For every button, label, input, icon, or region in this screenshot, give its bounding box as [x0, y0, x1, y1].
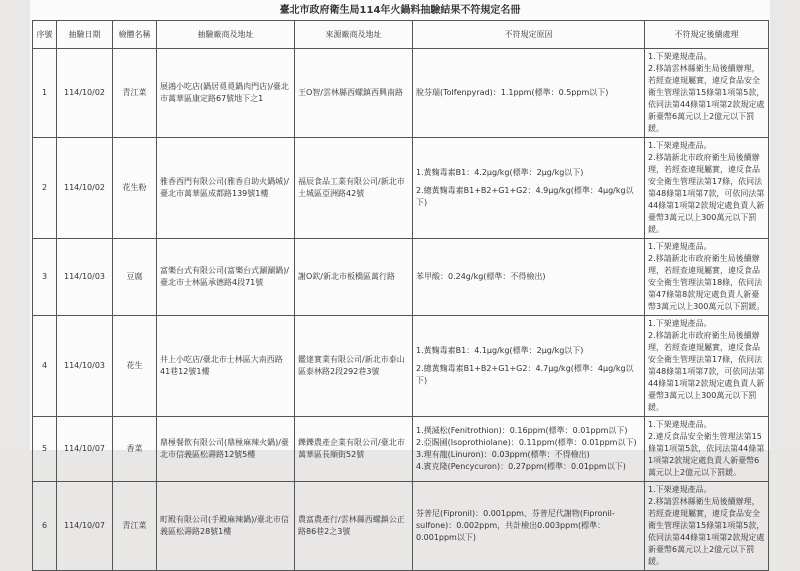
document-page — [30, 0, 770, 566]
row-vendor: 鼎極餐飲有限公司(鼎極麻辣火鍋)/臺北市信義區松壽路12號5樓 — [157, 417, 295, 482]
table-row — [33, 138, 769, 239]
action-line: 2.移請新北市政府衛生局後續辦理，若經查違規屬實，違反食品安全衛生管理法第17條，依同法第48條第1項第7款，可依同法第44條第1項第2款規定處負責人新臺幣3萬元以上300萬元以下罰鍰。 — [648, 331, 765, 412]
row-vendor: 展鴻小吃店(鍋居覓覓鍋肉門店)/臺北市萬華區康定路67號地下之1 — [157, 49, 295, 138]
row-item: 花生 — [113, 316, 157, 417]
row-vendor: 富樂台式有限公司(富樂台式涮涮鍋)/臺北市士林區承德路4段71號 — [157, 239, 295, 316]
action-line: 2.移請雲林縣衛生局後續辦理，若經查違規屬實，違反食品安全衛生管理法第15條第1項第5款，依同法第44條第1項第2款規定處新臺幣6萬元以上2億元以下罰鍰。 — [648, 497, 765, 566]
row-action — [645, 138, 769, 239]
row-source: 謝O欽/新北市板橋區萬行路 — [295, 239, 413, 316]
row-no: 3 — [33, 239, 57, 316]
action-line: 2.移請雲林縣衛生局後續辦理，若經查違規屬實，違反食品安全衛生管理法第15條第1項第5款，依同法第44條第1項第2款規定處新臺幣6萬元以上2億元以下罰鍰。 — [648, 64, 765, 133]
row-action — [645, 49, 769, 138]
reason-line: 2.總黃麴毒素B1+B2+G1+G2：4.7μg/kg(標準：4μg/kg以下) — [416, 364, 634, 385]
row-item: 花生粉 — [113, 138, 157, 239]
header-row — [33, 21, 769, 49]
action-line: 1.下架違規產品。 — [648, 319, 712, 328]
row-action — [645, 316, 769, 417]
reason-line: 1.黃麴毒素B1：4.2μg/kg(標準：2μg/kg以下) — [416, 168, 584, 177]
reason-line: 2.亞賜圃(Isoprothiolane)：0.11ppm(標準：0.01ppm以下) — [416, 438, 637, 447]
right-margin — [770, 0, 800, 450]
table-row — [33, 316, 769, 417]
row-action — [645, 239, 769, 316]
table-row — [33, 239, 769, 316]
header-reason: 不符規定原因 — [413, 21, 645, 49]
row-date: 114/10/03 — [57, 316, 113, 417]
row-source: 農富農產行/雲林縣西螺鎮公正路86巷2之3號 — [295, 482, 413, 571]
row-vendor: 雅香西門有限公司(雅香自助火鍋城)/臺北市萬華區成都路139號1樓 — [157, 138, 295, 239]
row-reason — [413, 482, 645, 571]
row-date: 114/10/02 — [57, 49, 113, 138]
row-item: 青江菜 — [113, 482, 157, 571]
row-source: 王O智/雲林縣西螺鎮西興南路 — [295, 49, 413, 138]
table-row — [33, 417, 769, 482]
header-source: 來源廠商及地址 — [295, 21, 413, 49]
row-action — [645, 482, 769, 571]
header-action: 不符規定後續處理 — [645, 21, 769, 49]
document-title: 臺北市政府衛生局114年火鍋料抽驗結果不符規定名冊 — [279, 5, 521, 16]
row-reason — [413, 417, 645, 482]
header-item: 檢體名稱 — [113, 21, 157, 49]
row-reason — [413, 49, 645, 138]
header-vendor: 抽驗廠商及地址 — [157, 21, 295, 49]
table-row — [33, 482, 769, 571]
row-vendor: 町殿有限公司(手殿麻辣鍋)/臺北市信義區松壽路28號1樓 — [157, 482, 295, 571]
row-item: 香菜 — [113, 417, 157, 482]
row-no: 1 — [33, 49, 57, 138]
row-date: 114/10/03 — [57, 239, 113, 316]
row-date: 114/10/07 — [57, 482, 113, 571]
action-line: 1.下架違規產品。 — [648, 485, 712, 494]
row-no: 4 — [33, 316, 57, 417]
row-source: 鑑達實業有限公司/新北市泰山區泰林路2段292巷3號 — [295, 316, 413, 417]
row-no: 6 — [33, 482, 57, 571]
reason-line: 芬普尼(Fipronil)：0.001ppm、芬普尼代謝物(Fipronil-sulfone)：0.002ppm，共計檢出0.003ppm(標準：0.001ppm以下) — [416, 509, 615, 542]
action-line: 2.違反食品安全衛生管理法第15條第1項第5款，依同法第44條第1項第2款規定處負責人新臺幣6萬元以上2億元以下罰鍰。 — [648, 432, 765, 477]
table-row — [33, 49, 769, 138]
row-no: 5 — [33, 417, 57, 482]
row-action — [645, 417, 769, 482]
row-item: 青江菜 — [113, 49, 157, 138]
row-no: 2 — [33, 138, 57, 239]
row-source: 鑠鑠農產企業有限公司/臺北市萬華區長順街52號 — [295, 417, 413, 482]
row-reason — [413, 239, 645, 316]
action-line: 1.下架違規產品。 — [648, 242, 712, 251]
action-line: 1.下架違規產品。 — [648, 141, 712, 150]
row-item: 豆腐 — [113, 239, 157, 316]
row-date: 114/10/07 — [57, 417, 113, 482]
reason-line: 苯甲酸：0.24g/kg(標準：不得檢出) — [416, 272, 546, 281]
action-line: 1.下架違規產品。 — [648, 420, 712, 429]
row-date: 114/10/02 — [57, 138, 113, 239]
header-date: 抽驗日期 — [57, 21, 113, 49]
action-line: 2.移請新北市政府衛生局後續辦理，若經查違規屬實，違反食品安全衛生管理法第18條，依同法第47條第8款規定處負責人新臺幣3萬元以上300萬元以下罰鍰。 — [648, 254, 765, 311]
row-source: 福辰食品工業有限公司/新北市土城區亞洲路42號 — [295, 138, 413, 239]
row-reason — [413, 138, 645, 239]
results-table — [32, 20, 769, 571]
action-line: 1.下架違規產品。 — [648, 52, 712, 61]
left-margin — [0, 0, 30, 450]
header-no: 序號 — [33, 21, 57, 49]
reason-line: 2.總黃麴毒素B1+B2+G1+G2：4.9μg/kg(標準：4μg/kg以下) — [416, 186, 634, 207]
row-reason — [413, 316, 645, 417]
row-vendor: 井上小吃店/臺北市士林區大南西路41巷12號1樓 — [157, 316, 295, 417]
reason-line: 1.黃麴毒素B1：4.1μg/kg(標準：2μg/kg以下) — [416, 346, 584, 355]
reason-line: 3.理有龍(Linuron)：0.03ppm(標準：不得檢出) — [416, 450, 590, 459]
action-line: 2.移請新北市政府衛生局後續辦理，若經查違規屬實，違反食品安全衛生管理法第17條，依同法第48條第1項第7款，可依同法第44條第1項第2款規定處負責人新臺幣3萬元以上300萬元以下罰鍰。 — [648, 153, 765, 234]
reason-line: 4.賓克隆(Pencycuron)：0.27ppm(標準：0.01ppm以下) — [416, 462, 626, 471]
reason-line: 脫芬瑞(Tolfenpyrad)：1.1ppm(標準：0.5ppm以下) — [416, 88, 609, 97]
reason-line: 1.撲滅松(Fenitrothion)：0.16ppm(標準：0.01ppm以下) — [416, 426, 628, 435]
